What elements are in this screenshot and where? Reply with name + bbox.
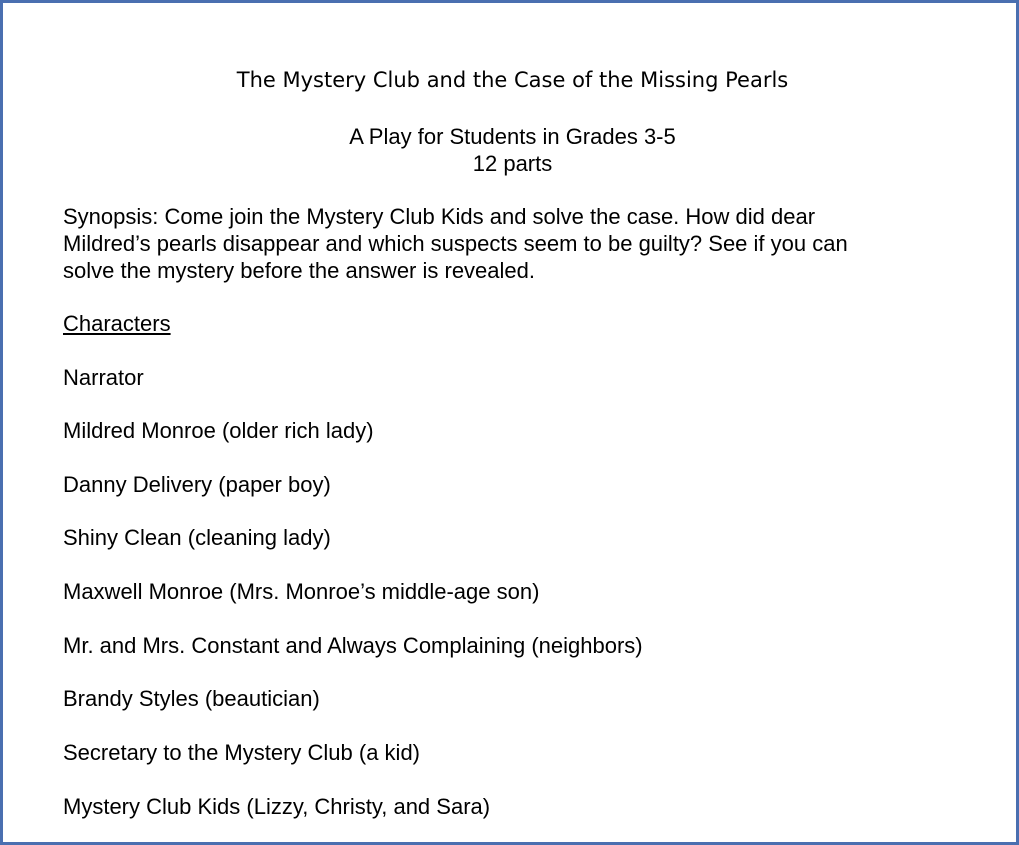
document-parts: 12 parts (472, 151, 553, 176)
characters-heading: Characters (63, 311, 171, 336)
character-item: Shiny Clean (cleaning lady) (63, 525, 331, 550)
document-subtitle: A Play for Students in Grades 3-5 (349, 124, 676, 149)
synopsis-line: solve the mystery before the answer is revealed. (63, 258, 536, 283)
character-item: Mystery Club Kids (Lizzy, Christy, and Sara) (63, 794, 491, 819)
synopsis-line: Synopsis: Come join the Mystery Club Kids and solve the case. How did dear (63, 204, 816, 229)
character-item: Maxwell Monroe (Mrs. Monroe’s middle-age son) (63, 579, 540, 604)
synopsis-line: Mildred’s pearls disappear and which suspects seem to be guilty? See if you can (63, 231, 848, 256)
character-item: Mildred Monroe (older rich lady) (63, 418, 374, 443)
character-item: Secretary to the Mystery Club (a kid) (63, 740, 421, 765)
character-item: Mr. and Mrs. Constant and Always Complaining (neighbors) (63, 633, 643, 658)
character-item: Narrator (63, 365, 144, 390)
character-item: Brandy Styles (beautician) (63, 686, 320, 711)
document-title: The Mystery Club and the Case of the Missing Pearls (236, 68, 789, 92)
character-item: Danny Delivery (paper boy) (63, 472, 331, 497)
synopsis-paragraph (63, 203, 963, 284)
